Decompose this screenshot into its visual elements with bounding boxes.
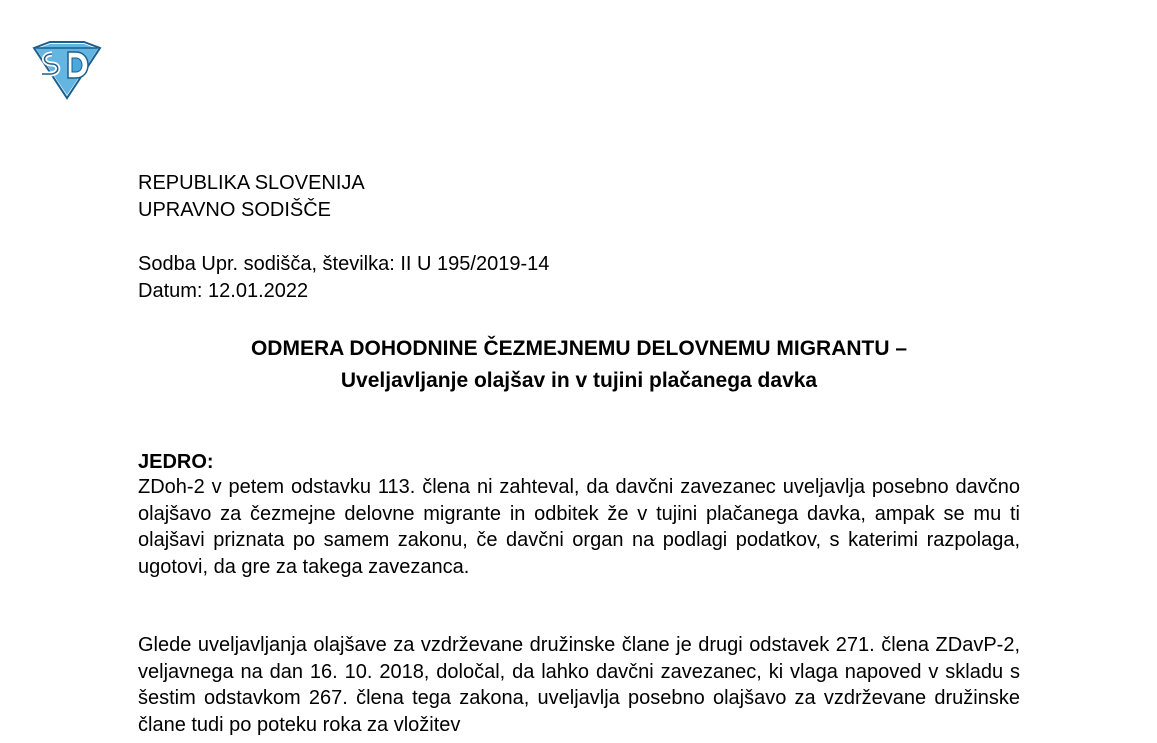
document-title (138, 333, 1020, 397)
case-meta (138, 251, 549, 305)
title-line-1: ODMERA DOHODNINE ČEZMEJNEMU DELOVNEMU MIGRANTU – (250, 337, 908, 360)
paragraph-1: ZDoh-2 v petem odstavku 113. člena ni zahteval, da davčni zavezanec uveljavlja posebno davčno olajšavo za čezmejne delovne migrante in odbitek že v tujini plačanega davka, ampak se mu ti olajšavi priznata po samem zakonu, če davčni organ na podlagi podatkov, s katerimi razpolaga, ugotovi, da gre za takega zavezanca. (138, 476, 1020, 578)
court-name: UPRAVNO SODIŠČE (138, 199, 331, 221)
court-logo (30, 40, 104, 100)
country-name: REPUBLIKA SLOVENIJA (138, 172, 365, 194)
case-number: Sodba Upr. sodišča, številka: II U 195/2019-14 (138, 253, 550, 275)
section-heading: JEDRO: (138, 451, 214, 473)
case-date: Datum: 12.01.2022 (138, 280, 309, 302)
title-line-2: Uveljavljanje olajšav in v tujini plačanega davka (340, 369, 818, 392)
diamond-sd-logo-icon (30, 40, 104, 100)
court-header (138, 170, 365, 224)
paragraph-2: Glede uveljavljanja olajšave za vzdrževane družinske člane je drugi odstavek 271. člena ZDavP-2, veljavnega na dan 16. 10. 2018, določal, da lahko davčni zavezanec, ki vlaga napoved v skladu s šestim odstavkom 267. člena tega zakona, uveljavlja posebno olajšavo za vzdrževane družinske člane tudi po poteku roka za vložitev (138, 634, 1020, 736)
